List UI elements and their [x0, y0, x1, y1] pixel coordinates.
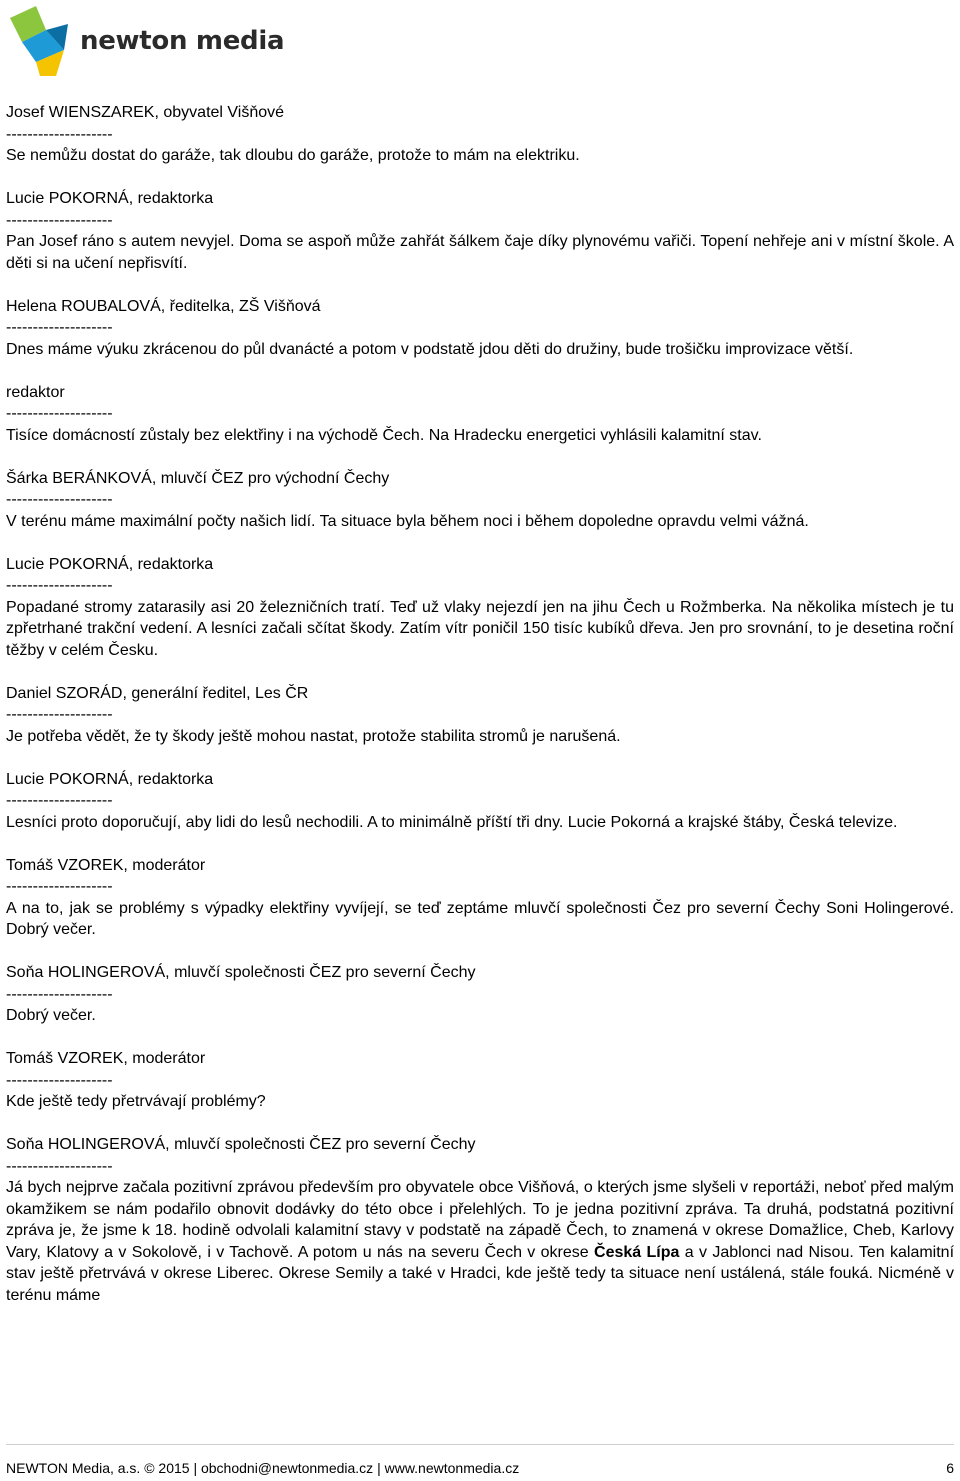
transcript-block	[6, 382, 954, 447]
transcript-block	[6, 683, 954, 748]
speech-text: Je potřeba vědět, že ty škody ještě mohou nastat, protože stabilita stromů je narušená.	[6, 727, 621, 745]
speaker-name: Tomáš VZOREK, moderátor	[6, 856, 206, 874]
page-footer	[6, 1444, 954, 1480]
speech-text: Tisíce domácností zůstaly bez elektřiny i na východě Čech. Na Hradecku energetici vyhlásili kalamitní stav.	[6, 426, 762, 444]
transcript-block	[6, 1048, 954, 1113]
speaker-name: redaktor	[6, 383, 65, 401]
speaker-name: Tomáš VZOREK, moderátor	[6, 1050, 206, 1067]
transcript-block	[6, 855, 954, 941]
speech-text: V terénu máme maximální počty našich lidí. Ta situace byla během noci i během dopoledne opravdu velmi vážná.	[6, 512, 809, 530]
speech-text-part: Já bych nejprve začala pozitivní zprávou především pro obyvatele obce Višňová, o kterých jsme slyšeli v reportáži, neboť před malým okamžikem se nám podařilo obnovit dodávky do této obce i přelehlých. To je jedna pozitivní zpráva. Ta druhá, podstatná pozitivní zpráva je, že jsme k 18. hodině odvolali kalamitní stavy v podstatě na západě Čech, to znamená v okrese Domažlice, Cheb, Karlovy Vary, Klatovy a v Sokolově, i v Tachově. A potom u nás na severu Čech v okrese	[6, 1179, 954, 1261]
speaker-name: Lucie POKORNÁ, redaktorka	[6, 190, 214, 207]
footer-text: NEWTON Media, a.s. © 2015 | obchodni@newtonmedia.cz | www.newtonmedia.cz	[6, 1459, 520, 1476]
speech-text: Dobrý večer.	[6, 1007, 96, 1024]
logo-wordmark: newton media	[80, 26, 285, 56]
separator-line: --------------------	[6, 1157, 113, 1175]
speaker-name: Soňa HOLINGEROVÁ, mluvčí společnosti ČEZ pro severní Čechy	[6, 1136, 476, 1153]
speech-text	[6, 1177, 954, 1306]
speaker-name: Lucie POKORNÁ, redaktorka	[6, 555, 214, 573]
separator-line: --------------------	[6, 577, 113, 594]
separator-line: --------------------	[6, 405, 113, 422]
speech-text: Se nemůžu dostat do garáže, tak dloubu do garáže, protože to mám na elektriku.	[6, 147, 580, 164]
separator-line: --------------------	[6, 491, 113, 508]
speech-text: Pan Josef ráno s autem nevyjel. Doma se aspoň může zahřát šálkem čaje díky plynovému vařiči. Topení nehřeje ani v místní škole. A děti si na učení nepřisvítí.	[6, 233, 954, 272]
page-number: 6	[946, 1459, 954, 1476]
speech-text-part: a v Jablonci nad Nisou. Ten kalamitní stav ještě přetrvává v okrese Liberec. Okrese Semily a také v Hradci, kde ještě tedy ta situace není ustálená, stále fouká. Nicméně v terénu máme	[6, 1243, 955, 1304]
newton-logo-icon	[6, 4, 72, 78]
transcript-block	[6, 296, 954, 361]
separator-line: --------------------	[6, 985, 113, 1003]
transcript-block	[6, 554, 954, 662]
newton-media-logo	[6, 4, 284, 78]
separator-line: --------------------	[6, 319, 113, 336]
transcript-block	[6, 769, 954, 834]
speech-text: Lesníci proto doporučují, aby lidi do lesů nechodili. A to minimálně příští tři dny. Lucie Pokorná a krajské štáby, Česká televize.	[6, 813, 898, 831]
speaker-name: Lucie POKORNÁ, redaktorka	[6, 770, 214, 788]
separator-line: --------------------	[6, 211, 113, 229]
speech-text: Dnes máme výuku zkrácenou do půl dvanácté a potom v podstatě jdou děti do družiny, bude trošičku improvizace větší.	[6, 340, 854, 358]
speech-text: Popadané stromy zatarasily asi 20 železničních tratí. Teď už vlaky nejezdí jen na jihu Čech u Rožmberka. Na několika místech je tu zpřetrhané trakční vedení. A lesníci začali sčítat škody. Zatím vítr poničil 150 tisíc kubíků dřeva. Jen pro srovnání, to je desetina roční těžby v celém Česku.	[6, 598, 954, 659]
transcript-block	[6, 102, 954, 167]
speech-text: A na to, jak se problémy s výpadky elektřiny vyvíjejí, se teď zeptáme mluvčí společnosti Čez pro severní Čechy Soni Holingerové. Dobrý večer.	[6, 899, 954, 938]
transcript-block	[6, 1134, 954, 1306]
separator-line: --------------------	[6, 878, 113, 895]
speaker-name: Daniel SZORÁD, generální ředitel, Les ČR	[6, 684, 309, 702]
speaker-name: Šárka BERÁNKOVÁ, mluvčí ČEZ pro východní Čechy	[6, 469, 390, 487]
speech-text: Kde ještě tedy přetrvávají problémy?	[6, 1093, 266, 1110]
bold-place-name: Česká Lípa	[594, 1243, 680, 1261]
transcript-block	[6, 468, 954, 533]
speaker-name: Helena ROUBALOVÁ, ředitelka, ZŠ Višňová	[6, 297, 321, 315]
speaker-name: Soňa HOLINGEROVÁ, mluvčí společnosti ČEZ pro severní Čechy	[6, 964, 476, 981]
transcript-block	[6, 188, 954, 274]
separator-line: --------------------	[6, 706, 113, 723]
separator-line: --------------------	[6, 1071, 113, 1089]
transcript	[6, 102, 954, 1328]
transcript-block	[6, 962, 954, 1027]
separator-line: --------------------	[6, 792, 113, 809]
separator-line: --------------------	[6, 125, 113, 143]
speaker-name: Josef WIENSZAREK, obyvatel Višňové	[6, 104, 285, 121]
